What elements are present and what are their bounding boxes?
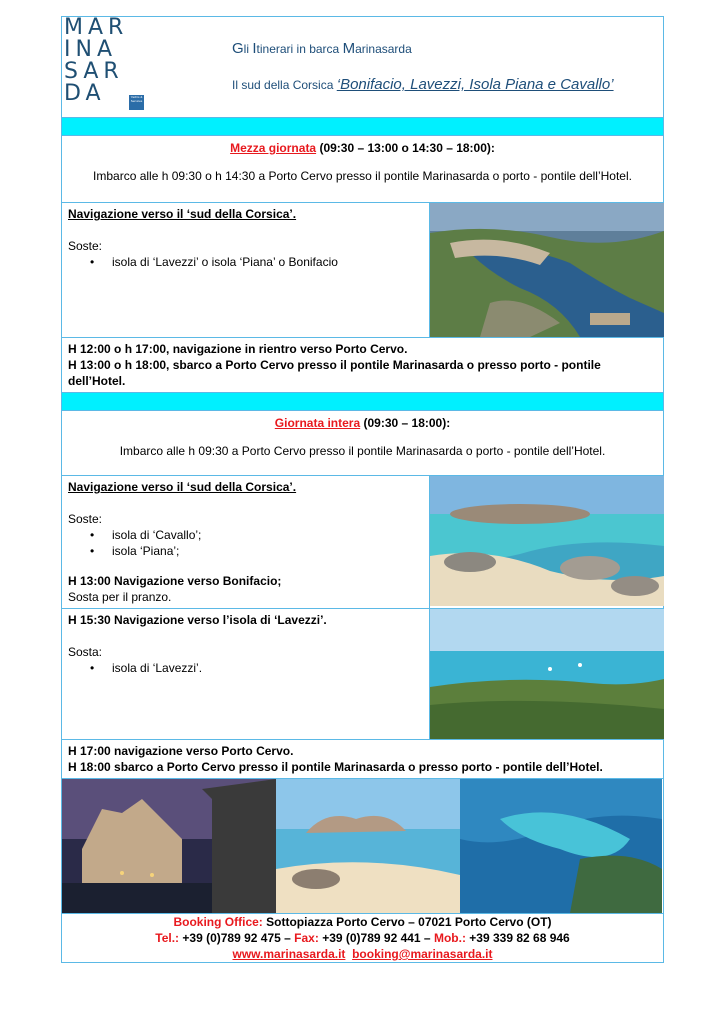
page-title: Gli Itinerari in barca Marinasarda <box>232 40 412 57</box>
full-day-bonifacio: H 13:00 Navigazione verso Bonifacio; <box>68 574 282 588</box>
half-day-return-2: H 13:00 o h 18:00, sbarco a Porto Cervo presso il pontile Marinasarda o presso porto - pontile dell’Hotel. <box>68 358 601 388</box>
full-day-stop2-label: Sosta: <box>68 645 103 659</box>
marinasarda-logo: MAR INA SAR DA Yachts & Services <box>62 17 146 117</box>
list-item: • isola di ‘Lavezzi’ o isola ‘Piana’ o Bonifacio <box>112 254 423 270</box>
cavallo-beach-photo <box>430 476 664 609</box>
half-day-stops <box>68 254 423 270</box>
itinerary-document <box>61 16 663 963</box>
photo-strip <box>62 779 664 914</box>
section-divider <box>62 118 664 136</box>
email-link[interactable]: booking@marinasarda.it <box>352 947 493 961</box>
logo-badge: Yachts & Services <box>129 95 144 110</box>
page-subtitle: Il sud della Corsica ‘Bonifacio, Lavezzi, Isola Piana e Cavallo’ <box>232 76 614 93</box>
full-day-lavezzi-nav: H 15:30 Navigazione verso l’isola di ‘Lavezzi’. <box>68 613 327 627</box>
booking-footer: Booking Office: Sottopiazza Porto Cervo – 07021 Porto Cervo (OT) Tel.: +39 (0)789 92 475 – Fax: +39 (0)789 92 441 – Mob.: +39 339 82 68 946 www.marinasarda.it booking@marinasarda.it <box>62 914 664 963</box>
full-day-stops-label: Soste: <box>68 512 103 526</box>
half-day-return-1: H 12:00 o h 17:00, navigazione in rientro verso Porto Cervo. <box>68 342 408 356</box>
full-day-lunch: Sosta per il pranzo. <box>68 590 172 604</box>
full-day-stops <box>68 527 423 559</box>
bonifacio-aerial-photo <box>430 203 664 338</box>
full-day-stops2 <box>68 660 423 676</box>
full-day-nav: Navigazione verso il ‘sud della Corsica’. <box>68 480 297 494</box>
half-day-embark: Imbarco alle h 09:30 o h 14:30 a Porto Cervo presso il pontile Marinasarda o porto - pontile dell’Hotel. <box>93 169 632 183</box>
list-item: • isola di ‘Lavezzi’. <box>112 660 423 676</box>
list-item: • isola ‘Piana’; <box>112 543 423 559</box>
piana-rocks-photo <box>276 779 460 913</box>
list-item: • isola di ‘Cavallo’; <box>112 527 423 543</box>
full-day-return-2: H 18:00 sbarco a Porto Cervo presso il pontile Marinasarda o presso porto - pontile dell’Hotel. <box>68 760 603 774</box>
bonifacio-night-photo <box>62 779 276 913</box>
section-divider <box>62 393 664 411</box>
full-day-heading: Giornata intera (09:30 – 18:00): <box>274 416 451 430</box>
lavezzi-bay-photo <box>430 609 664 740</box>
half-day-stops-label: Soste: <box>68 239 103 253</box>
itinerary-table <box>61 16 664 963</box>
full-day-return-1: H 17:00 navigazione verso Porto Cervo. <box>68 744 294 758</box>
half-day-heading: Mezza giornata (09:30 – 13:00 o 14:30 – 18:00): <box>230 141 495 155</box>
lavezzi-aerial-photo <box>460 779 662 913</box>
half-day-nav: Navigazione verso il ‘sud della Corsica’. <box>68 207 297 221</box>
full-day-embark: Imbarco alle h 09:30 a Porto Cervo presso il pontile Marinasarda o porto - pontile dell’Hotel. <box>119 444 606 458</box>
website-link[interactable]: www.marinasarda.it <box>232 947 346 961</box>
